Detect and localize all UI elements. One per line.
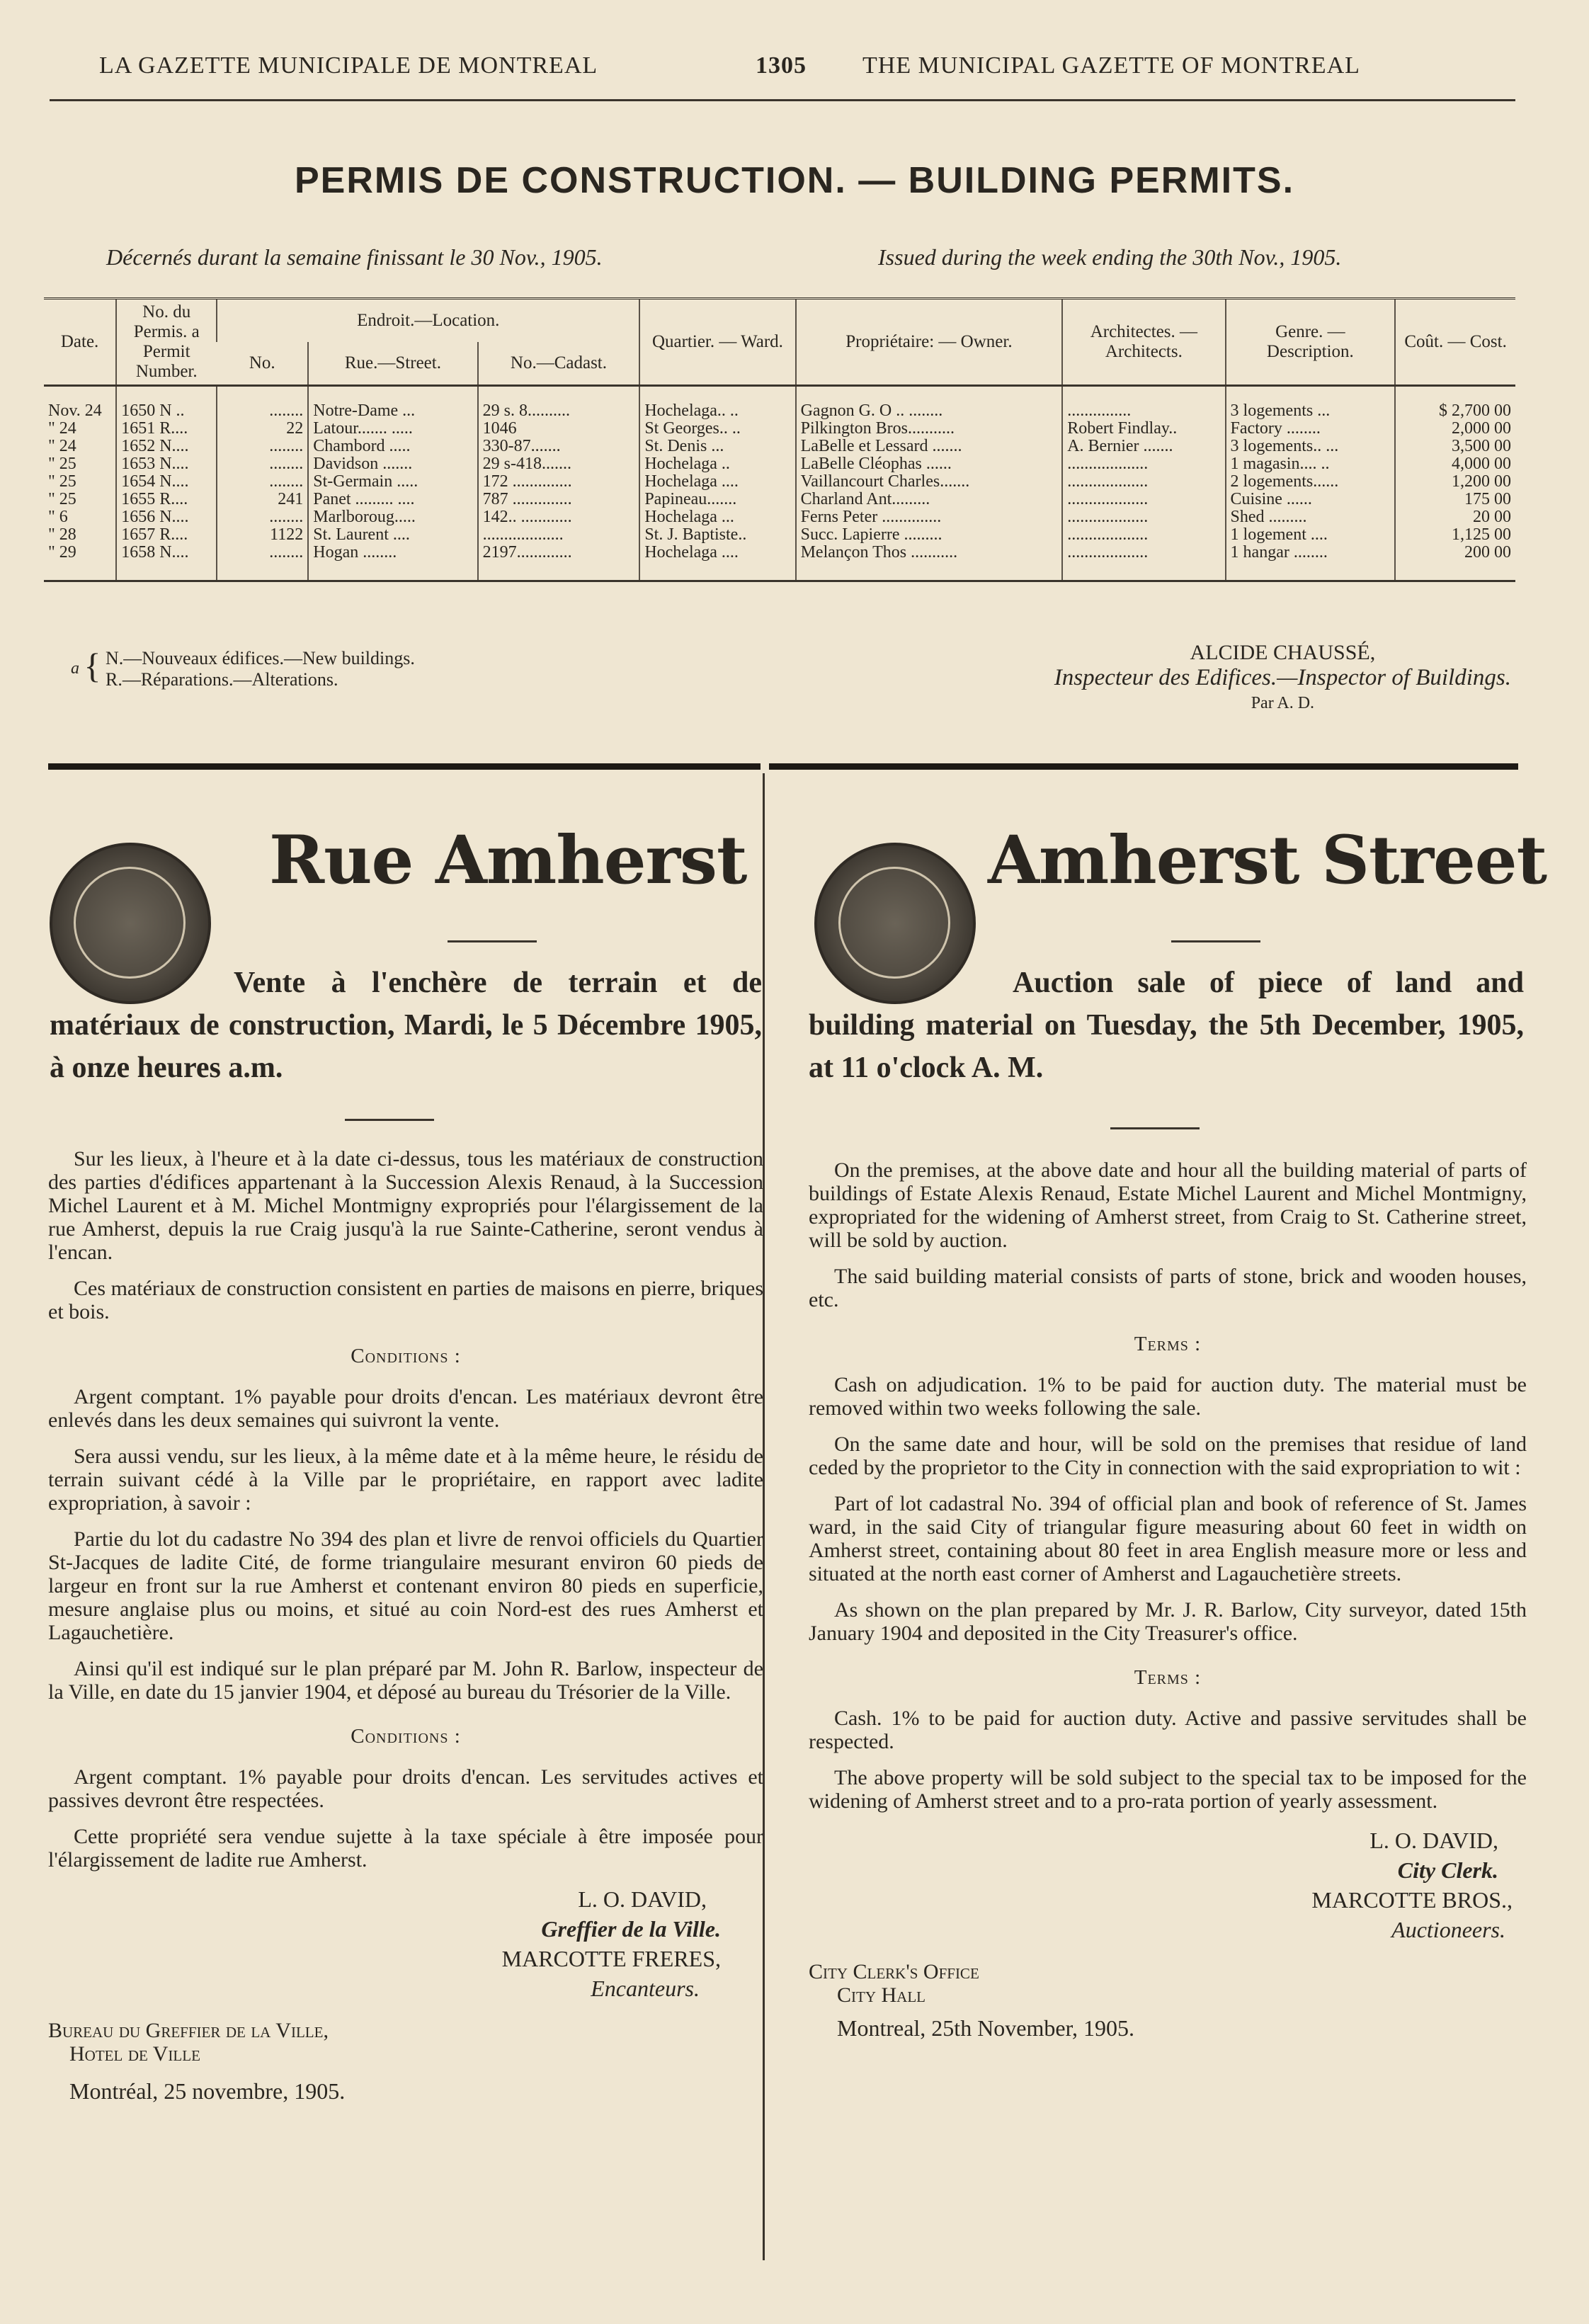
office-fr-1: Bureau du Greffier de la Ville, <box>48 2019 329 2042</box>
cell-no: ........ <box>217 508 308 526</box>
running-head-right: THE MUNICIPAL GAZETTE OF MONTREAL <box>862 52 1360 79</box>
table-row <box>44 508 1515 526</box>
subheading-fr: Vente à l'enchère de terrain et de matériaux de construction, Mardi, le 5 Décembre 1905, à onze heures a.m. <box>50 967 762 1084</box>
office-en-1: City Clerk's Office <box>809 1960 979 1983</box>
cell-cost: 175 00 <box>1395 491 1515 508</box>
para-en-7: Cash. 1% to be paid for auction duty. Active and passive servitudes shall be respected. <box>809 1707 1527 1753</box>
cell-owner: Vaillancourt Charles....... <box>796 473 1063 491</box>
header-architects: Architectes. — Architects. <box>1062 299 1225 386</box>
cell-cost: 3,500 00 <box>1395 438 1515 455</box>
table-row <box>44 386 1515 421</box>
running-head-left: LA GAZETTE MUNICIPALE DE MONTREAL <box>99 52 598 79</box>
cell-architects: A. Bernier ....... <box>1062 438 1225 455</box>
heading-en: Amherst Street <box>988 821 1547 899</box>
cell-permit: 1654 N.... <box>116 473 217 491</box>
cell-desc: 2 logements...... <box>1226 473 1396 491</box>
cell-ward: St. J. Baptiste.. <box>639 526 795 544</box>
cell-ward: Papineau....... <box>639 491 795 508</box>
cell-no: ........ <box>217 455 308 473</box>
cell-no: ........ <box>217 386 308 421</box>
footnote-marker: a <box>71 659 79 678</box>
cell-desc: 3 logements ... <box>1226 386 1396 421</box>
rule-fr-1 <box>448 940 537 942</box>
header-cost: Coût. — Cost. <box>1395 299 1515 386</box>
signature-fr-name: L. O. DAVID, <box>578 1886 707 1912</box>
footnote-line-2: R.—Réparations.—Alterations. <box>106 669 338 690</box>
signature-fr-title: Greffier de la Ville. <box>541 1916 721 1942</box>
date-en: Montreal, 25th November, 1905. <box>837 2015 1134 2041</box>
cell-no: ........ <box>217 438 308 455</box>
cell-architects: ................... <box>1062 526 1225 544</box>
header-ward: Quartier. — Ward. <box>639 299 795 386</box>
cell-owner: Gagnon G. O .. ........ <box>796 386 1063 421</box>
cell-date: " 24 <box>48 419 76 438</box>
auctioneer-fr-title: Encanteurs. <box>591 1976 700 2001</box>
para-fr-5: Partie du lot du cadastre No 394 des plan et livre de renvoi officiels du Quartier St-Jacques de ladite Cité, de forme triangulaire mesurant environ 60 pieds de largeur en front sur la rue Amherst et contenant environ 80 pieds en superficie, mesure anglaise plus ou moins, et situé au coin Nord-est des rues Amherst et Lagauchetière. <box>48 1527 763 1644</box>
cell-date: " 25 <box>48 455 76 473</box>
cell-permit: 1657 R.... <box>116 526 217 544</box>
conditions-fr-1: Conditions : <box>351 1345 461 1367</box>
para-en-8: The above property will be sold subject to the special tax to be imposed for the widening of Amherst street and to a pro-rata portion of yearly assessment. <box>809 1766 1527 1813</box>
para-fr-2: Ces matériaux de construction consistent en parties de maisons en pierre, briques et bois. <box>48 1277 763 1323</box>
cell-owner: Succ. Lapierre ......... <box>796 526 1063 544</box>
cell-desc: 1 logement .... <box>1226 526 1396 544</box>
cell-ward: Hochelaga .... <box>639 544 795 581</box>
auctioneer-en-title: Auctioneers. <box>1391 1917 1505 1942</box>
cell-permit: 1653 N.... <box>116 455 217 473</box>
para-fr-7: Argent comptant. 1% payable pour droits d'encan. Les servitudes actives et passives devront être respectées. <box>48 1765 763 1812</box>
cell-date: Nov. 24 <box>48 401 102 420</box>
header-location: Endroit.—Location. <box>217 299 639 343</box>
signature-fr <box>48 1884 763 2003</box>
cell-cadast: 29 s. 8.......... <box>478 386 640 421</box>
body-fr <box>48 1147 763 2103</box>
cell-desc: Factory ........ <box>1226 420 1396 438</box>
para-fr-4: Sera aussi vendu, sur les lieux, à la même date et à la même heure, le résidu de terrain suivant cédé à la Ville par le propriétaire, en rapport avec ladite expropriation, à savoir : <box>48 1445 763 1515</box>
office-en-2: City Hall <box>837 1983 926 2007</box>
cell-cadast: 29 s-418....... <box>478 455 640 473</box>
footnote <box>71 645 415 690</box>
subtitle-fr: Décernés durant la semaine finissant le 30 Nov., 1905. <box>106 244 603 270</box>
cell-no: ........ <box>217 544 308 581</box>
subtitle-en: Issued during the week ending the 30th Nov., 1905. <box>878 244 1342 270</box>
cell-no: 1122 <box>217 526 308 544</box>
rule-en-1 <box>1171 940 1260 942</box>
para-en-4: On the same date and hour, will be sold on the premises that residue of land ceded by the proprietor to the City in connection with the said expropriation to wit : <box>809 1432 1527 1479</box>
cell-cost: 1,125 00 <box>1395 526 1515 544</box>
cell-street: St. Laurent .... <box>308 526 477 544</box>
cell-date: " 6 <box>48 508 68 526</box>
cell-cadast: 787 .............. <box>478 491 640 508</box>
auctioneer-en: MARCOTTE BROS., <box>1311 1887 1513 1913</box>
auctioneer-fr: MARCOTTE FRERES, <box>501 1946 721 1971</box>
cell-date: " 25 <box>48 490 76 508</box>
footnote-brace: { <box>84 645 101 685</box>
para-fr-3: Argent comptant. 1% payable pour droits d'encan. Les matériaux devront être enlevés dans les deux semaines qui suivront la vente. <box>48 1385 763 1432</box>
cell-no: 22 <box>217 420 308 438</box>
cell-street: Latour....... ..... <box>308 420 477 438</box>
cell-desc: 1 hangar ........ <box>1226 544 1396 581</box>
divider-right <box>769 763 1518 770</box>
header-no: No. <box>249 353 275 372</box>
page-number: 1305 <box>756 52 807 79</box>
cell-permit: 1656 N.... <box>116 508 217 526</box>
cell-owner: Ferns Peter .............. <box>796 508 1063 526</box>
cell-cadast: ................... <box>478 526 640 544</box>
para-fr-6: Ainsi qu'il est indiqué sur le plan préparé par M. John R. Barlow, inspecteur de la Ville, en date du 15 janvier 1904, et déposé au bureau du Trésorier de la Ville. <box>48 1657 763 1704</box>
para-en-3: Cash on adjudication. 1% to be paid for auction duty. The material must be removed within two weeks following the sale. <box>809 1373 1527 1420</box>
cell-architects: ................... <box>1062 508 1225 526</box>
signature-en-name: L. O. DAVID, <box>1369 1828 1498 1853</box>
cell-no: ........ <box>217 473 308 491</box>
rule-fr-2 <box>345 1119 434 1121</box>
cell-ward: Hochelaga .... <box>639 473 795 491</box>
header-owner: Propriétaire: — Owner. <box>796 299 1063 386</box>
conditions-fr-2: Conditions : <box>351 1725 461 1748</box>
terms-en-2: Terms : <box>1134 1666 1202 1689</box>
cell-desc: Cuisine ...... <box>1226 491 1396 508</box>
header-date: Date. <box>44 299 116 386</box>
cell-cost: 1,200 00 <box>1395 473 1515 491</box>
para-en-5: Part of lot cadastral No. 394 of official plan and book of reference of St. James ward, in the said City of triangular figure measuring about 60 feet in width on Amherst street, containing about 80 feet in area English measure more or less and situated at the north east corner of Amherst and Lagauchetière streets. <box>809 1492 1527 1585</box>
cell-owner: LaBelle et Lessard ....... <box>796 438 1063 455</box>
divider-left <box>48 763 761 770</box>
cell-cost: 2,000 00 <box>1395 420 1515 438</box>
para-en-6: As shown on the plan prepared by Mr. J. R. Barlow, City surveyor, dated 15th January 1904 and deposited in the City Treasurer's office. <box>809 1598 1527 1645</box>
header-description: Genre. — Description. <box>1226 299 1396 386</box>
header-cadast: No.—Cadast. <box>478 342 640 386</box>
cell-street: Notre-Dame ... <box>308 386 477 421</box>
footnote-line-1: N.—Nouveaux édifices.—New buildings. <box>106 648 415 668</box>
header-permit: No. du Permis. a Permit Number. <box>116 299 217 386</box>
subheading-en: Auction sale of piece of land and building material on Tuesday, the 5th December, 1905, at 11 o'clock A. M. <box>809 967 1524 1084</box>
table-row <box>44 526 1515 544</box>
cell-desc: 1 magasin.... .. <box>1226 455 1396 473</box>
table-row <box>44 491 1515 508</box>
cell-permit: 1650 N .. <box>116 386 217 421</box>
cell-architects: ................... <box>1062 491 1225 508</box>
table-row <box>44 473 1515 491</box>
cell-permit: 1658 N.... <box>116 544 217 581</box>
para-fr-8: Cette propriété sera vendue sujette à la taxe spéciale à être imposée pour l'élargissement de ladite rue Amherst. <box>48 1825 763 1872</box>
cell-cadast: 1046 <box>478 420 640 438</box>
cell-cadast: 142.. ............ <box>478 508 640 526</box>
heading-fr: Rue Amherst <box>269 821 747 899</box>
inspector-signature <box>1054 641 1511 713</box>
para-en-1: On the premises, at the above date and hour all the building material of parts of buildings of Estate Alexis Renaud, Estate Michel Laurent and Michel Montmigny, expropriated for the widening of Amherst street, from Craig to St. Catherine street, will be sold by auction. <box>809 1158 1527 1252</box>
signature-en <box>809 1825 1527 1944</box>
cell-date: " 24 <box>48 437 76 455</box>
cell-street: Marlboroug..... <box>308 508 477 526</box>
cell-architects: Robert Findlay.. <box>1062 420 1225 438</box>
cell-cost: $ 2,700 00 <box>1395 386 1515 421</box>
cell-cadast: 330-87....... <box>478 438 640 455</box>
cell-architects: ................... <box>1062 544 1225 581</box>
cell-owner: Charland Ant......... <box>796 491 1063 508</box>
terms-en-1: Terms : <box>1134 1333 1202 1355</box>
rule-en-2 <box>1110 1127 1200 1129</box>
cell-cost: 20 00 <box>1395 508 1515 526</box>
cell-street: Davidson ....... <box>308 455 477 473</box>
cell-street: Panet ......... .... <box>308 491 477 508</box>
cell-ward: St. Denis ... <box>639 438 795 455</box>
cell-ward: Hochelaga ... <box>639 508 795 526</box>
body-en <box>809 1158 1527 2040</box>
inspector-title: Inspecteur des Edifices.—Inspector of Buildings. <box>1054 665 1511 690</box>
cell-street: Chambord ..... <box>308 438 477 455</box>
cell-architects: ................... <box>1062 473 1225 491</box>
cell-ward: Hochelaga.. .. <box>639 386 795 421</box>
cell-desc: 3 logements.. ... <box>1226 438 1396 455</box>
cell-cadast: 2197............. <box>478 544 640 581</box>
table-row <box>44 420 1515 438</box>
cell-permit: 1652 N.... <box>116 438 217 455</box>
cell-cost: 4,000 00 <box>1395 455 1515 473</box>
cell-ward: St Georges.. .. <box>639 420 795 438</box>
cell-architects: ................... <box>1062 455 1225 473</box>
cell-street: St-Germain ..... <box>308 473 477 491</box>
table-row <box>44 455 1515 473</box>
cell-permit: 1651 R.... <box>116 420 217 438</box>
cell-cost: 200 00 <box>1395 544 1515 581</box>
date-fr: Montréal, 25 novembre, 1905. <box>69 2078 346 2104</box>
cell-permit: 1655 R.... <box>116 491 217 508</box>
cell-owner: LaBelle Cléophas ...... <box>796 455 1063 473</box>
table-row <box>44 438 1515 455</box>
cell-architects: ............... <box>1062 386 1225 421</box>
cell-date: " 25 <box>48 472 76 491</box>
para-en-2: The said building material consists of parts of stone, brick and wooden houses, etc. <box>809 1265 1527 1311</box>
inspector-by: Par A. D. <box>1251 694 1315 712</box>
office-fr-2: Hotel de Ville <box>69 2042 200 2066</box>
header-rule <box>50 99 1515 101</box>
cell-date: " 29 <box>44 544 116 581</box>
header-street: Rue.—Street. <box>308 342 477 386</box>
cell-desc: Shed ......... <box>1226 508 1396 526</box>
cell-owner: Pilkington Bros........... <box>796 420 1063 438</box>
cell-date: " 28 <box>48 525 76 544</box>
permits-table <box>44 297 1515 582</box>
cell-ward: Hochelaga .. <box>639 455 795 473</box>
cell-cadast: 172 .............. <box>478 473 640 491</box>
page-title: PERMIS DE CONSTRUCTION. — BUILDING PERMITS. <box>294 160 1295 201</box>
para-fr-1: Sur les lieux, à l'heure et à la date ci-dessus, tous les matériaux de construction des parties d'édifices appartenant à la Succession Alexis Renaud, à la Succession Michel Laurent et à M. Michel Montmigny expropriés pour l'élargissement de la rue Amherst, depuis la rue Craig jusqu'à la rue Sainte-Catherine, seront vendus à l'encan. <box>48 1147 763 1264</box>
cell-no: 241 <box>217 491 308 508</box>
table-row <box>44 544 1515 581</box>
cell-owner: Melançon Thos ........... <box>796 544 1063 581</box>
signature-en-title: City Clerk. <box>1397 1857 1498 1883</box>
inspector-name: ALCIDE CHAUSSÉ, <box>1190 641 1376 664</box>
cell-street: Hogan ........ <box>308 544 477 581</box>
